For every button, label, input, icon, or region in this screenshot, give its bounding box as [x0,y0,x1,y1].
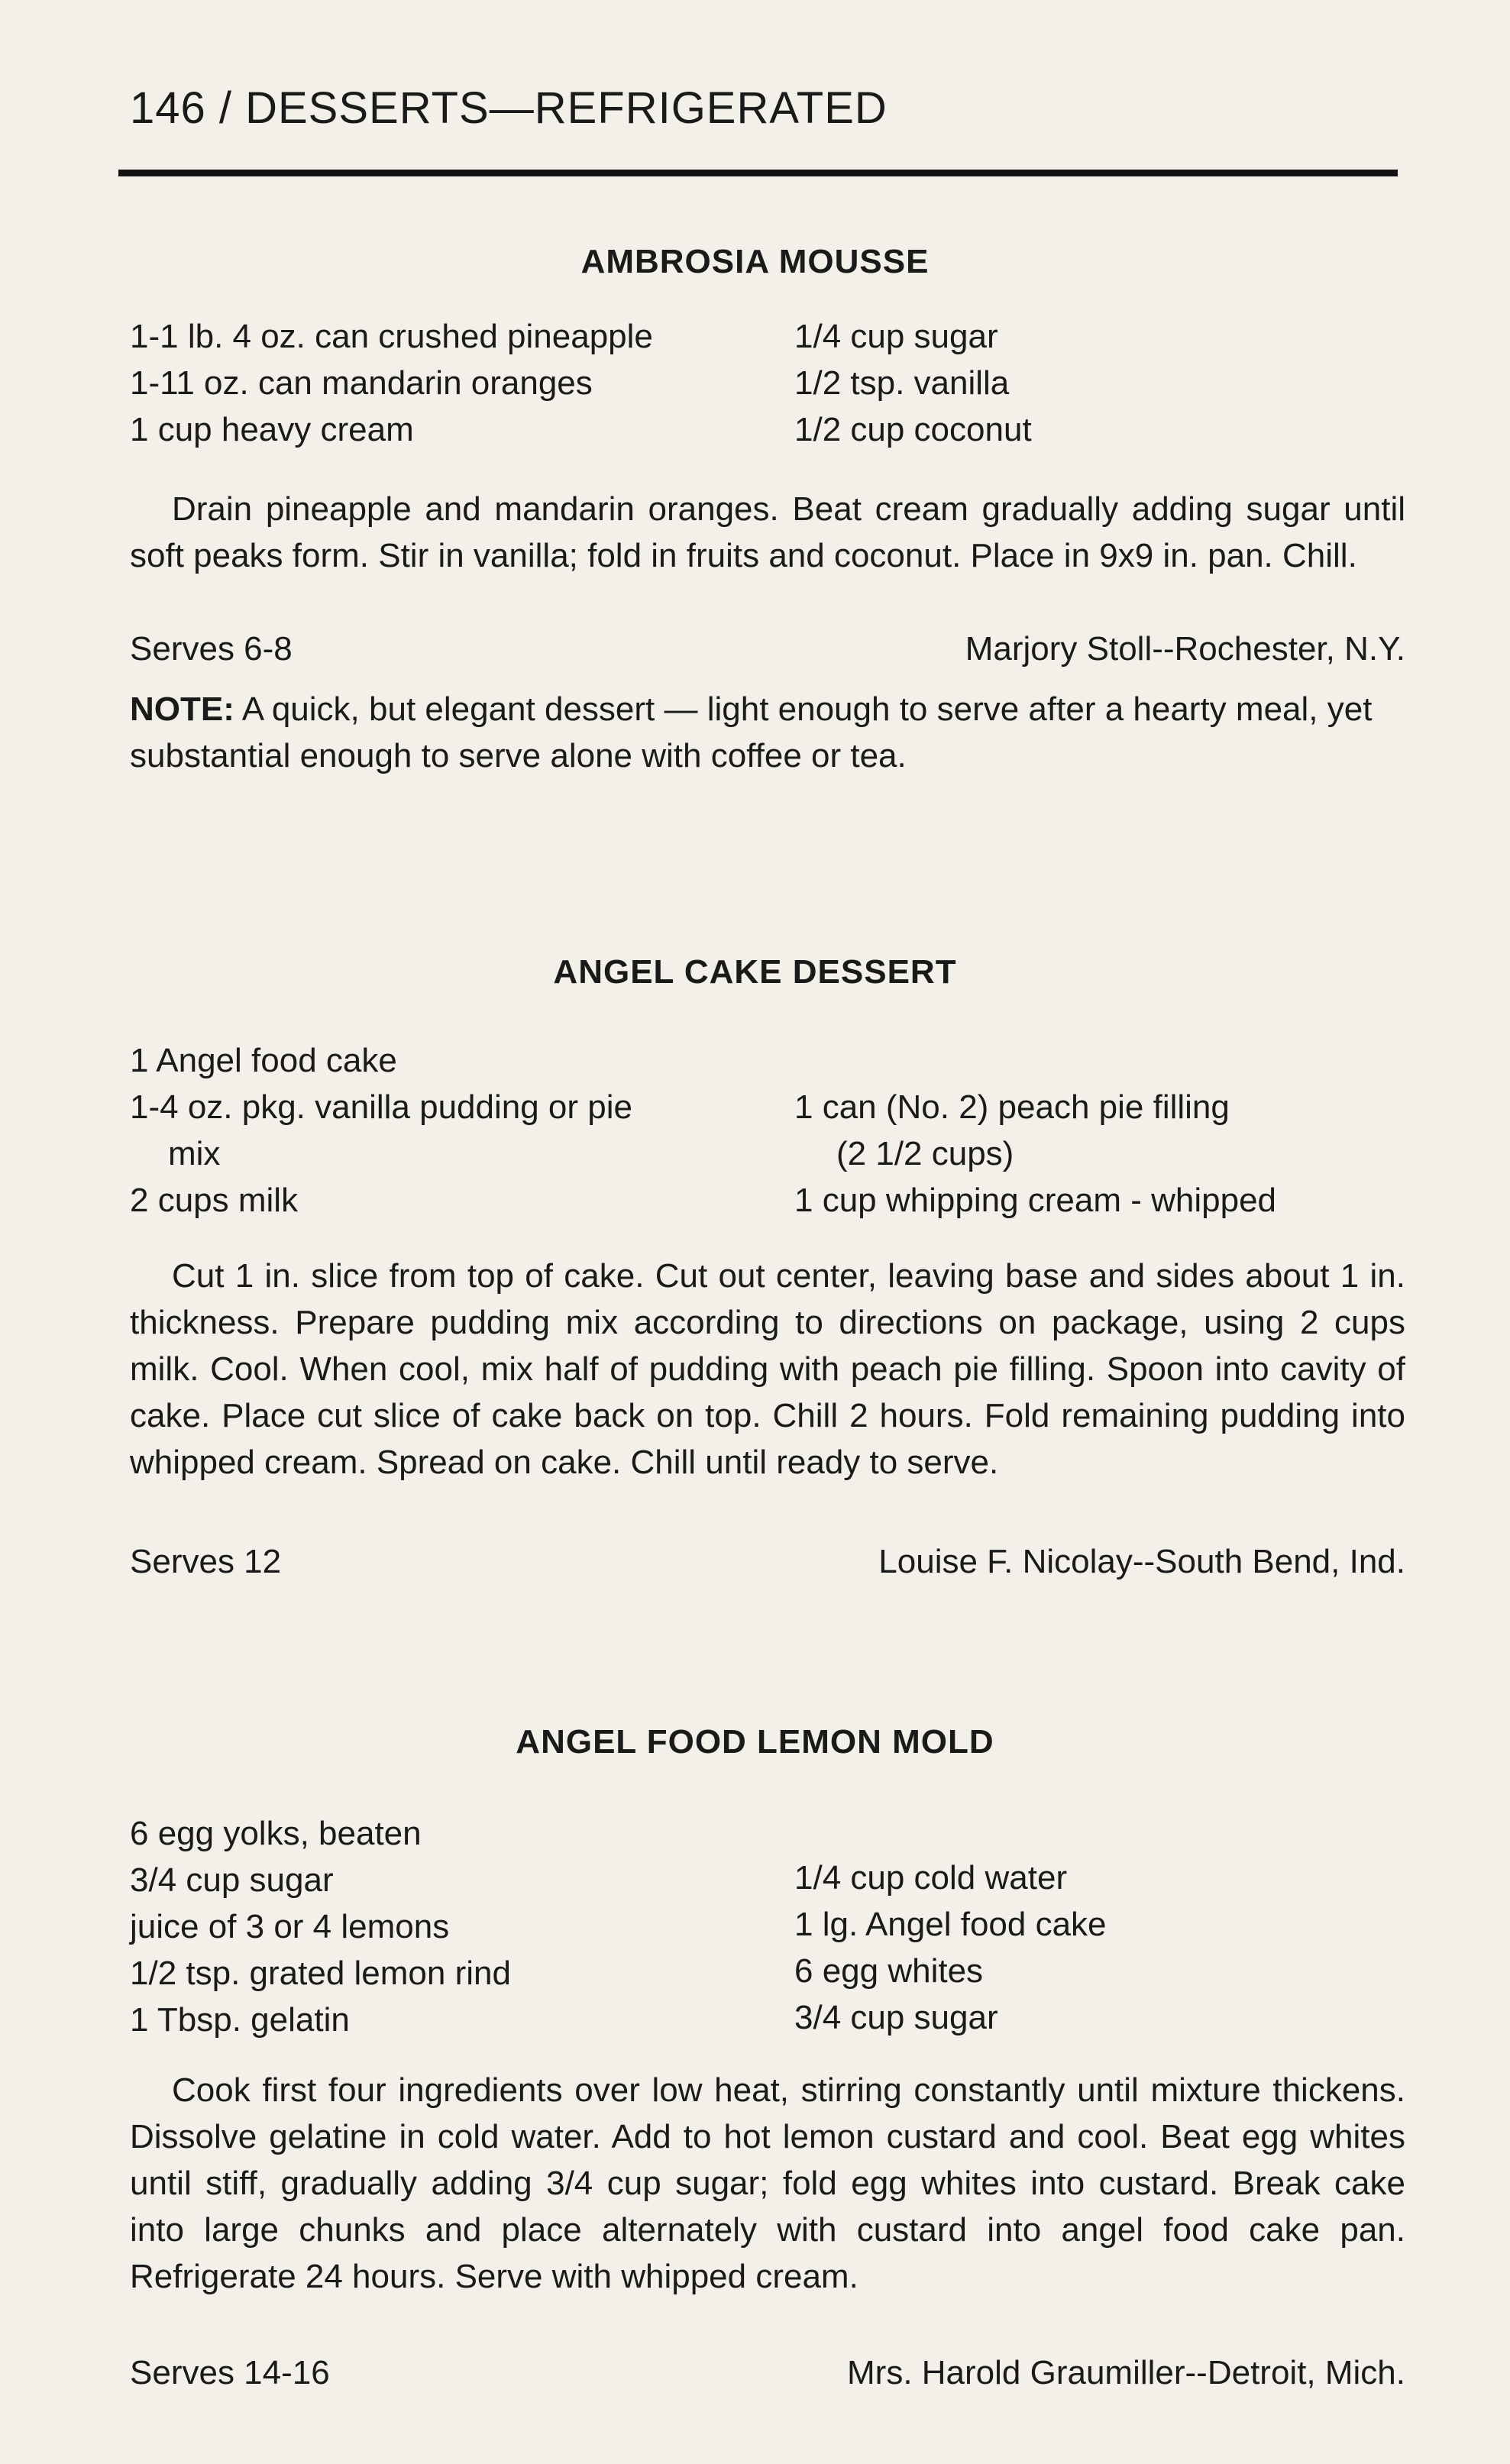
recipe-title-ambrosia-mousse: AMBROSIA MOUSSE [580,243,930,280]
ingredient-item: 1/2 cup coconut [794,411,1032,448]
header-rule [118,170,1398,176]
ingredient-item: (2 1/2 cups) [836,1135,1014,1172]
note-label: NOTE: [130,690,234,728]
recipe-title-angel-cake-dessert: ANGEL CAKE DESSERT [553,953,957,991]
ingredient-item: 1 can (No. 2) peach pie filling [794,1088,1230,1126]
attribution-lemon-mold [130,2349,1405,2396]
ingredient-item: 1 cup whipping cream - whipped [794,1182,1277,1219]
ingredients-left-ambrosia [130,313,653,453]
ingredient-item: 1 cup heavy cream [130,411,414,448]
ingredient-item: 1/4 cup cold water [794,1859,1068,1897]
page-header: 146 / DESSERTS—REFRIGERATED [130,83,888,133]
note-ambrosia [130,686,1413,779]
directions-angel-cake [130,1253,1405,1486]
ingredient-item: 1 Angel food cake [130,1042,397,1079]
ingredient-item: 6 egg yolks, beaten [130,1815,422,1852]
serves-text: Serves 6-8 [130,630,293,668]
ingredients-right-lemon-mold [794,1854,1107,2041]
ingredients-left-angel-cake [130,1037,632,1224]
ingredient-item: 1/4 cup sugar [794,318,998,355]
directions-lemon-mold [130,2067,1405,2300]
attribution-ambrosia [130,626,1405,672]
ingredient-item: juice of 3 or 4 lemons [130,1908,450,1945]
directions-ambrosia [130,486,1405,579]
ingredient-item: 1/2 tsp. grated lemon rind [130,1955,511,1992]
ingredients-right-ambrosia [794,313,1032,453]
ingredient-item: 1 Tbsp. gelatin [130,2001,350,2039]
contributor-text: Marjory Stoll--Rochester, N.Y. [965,630,1405,668]
ingredient-item: 1 lg. Angel food cake [794,1906,1107,1943]
ingredient-item: 1/2 tsp. vanilla [794,364,1010,402]
serves-text: Serves 12 [130,1543,282,1580]
ingredient-item: 2 cups milk [130,1182,299,1219]
ingredient-item: 3/4 cup sugar [130,1861,334,1899]
ingredient-item: 6 egg whites [794,1952,984,1990]
ingredient-item: 1-1 lb. 4 oz. can crushed pineapple [130,318,653,355]
serves-text: Serves 14-16 [130,2354,330,2391]
ingredient-item: mix [168,1135,221,1172]
directions-text: Drain pineapple and mandarin oranges. Beat cream gradually adding sugar until soft peaks form. Stir in vanilla; fold in fruits and coconut. Place in 9x9 in. pan. Chill. [130,490,1405,574]
contributor-text: Mrs. Harold Graumiller--Detroit, Mich. [847,2354,1405,2391]
ingredient-item: 1-4 oz. pkg. vanilla pudding or pie [130,1088,632,1126]
recipe-title-angel-food-lemon-mold: ANGEL FOOD LEMON MOLD [516,1723,994,1761]
note-text: A quick, but elegant dessert — light enough to serve after a hearty meal, yet substantial enough to serve alone with coffee or tea. [130,690,1373,774]
contributor-text: Louise F. Nicolay--South Bend, Ind. [878,1543,1405,1580]
ingredients-left-lemon-mold [130,1810,511,2043]
directions-text: Cook first four ingredients over low heat, stirring constantly until mixture thickens. Dissolve gelatine in cold water. Add to hot lemon custard and cool. Beat egg whites until stiff, gradually adding 3/4 cup sugar; fold egg whites into custard. Break cake into large chunks and place alternately with custard into angel food cake pan. Refrigerate 24 hours. Serve with whipped cream. [130,2071,1405,2295]
ingredients-right-angel-cake [794,1084,1276,1224]
ingredient-item: 3/4 cup sugar [794,1999,998,2036]
directions-text: Cut 1 in. slice from top of cake. Cut out center, leaving base and sides about 1 in. thickness. Prepare pudding mix according to directions on package, using 2 cups milk. Cool. When cool, mix half of pudding with peach pie filling. Spoon into cavity of cake. Place cut slice of cake back on top. Chill 2 hours. Fold remaining pudding into whipped cream. Spread on cake. Chill until ready to serve. [130,1257,1405,1481]
attribution-angel-cake [130,1538,1405,1585]
ingredient-item: 1-11 oz. can mandarin oranges [130,364,593,402]
